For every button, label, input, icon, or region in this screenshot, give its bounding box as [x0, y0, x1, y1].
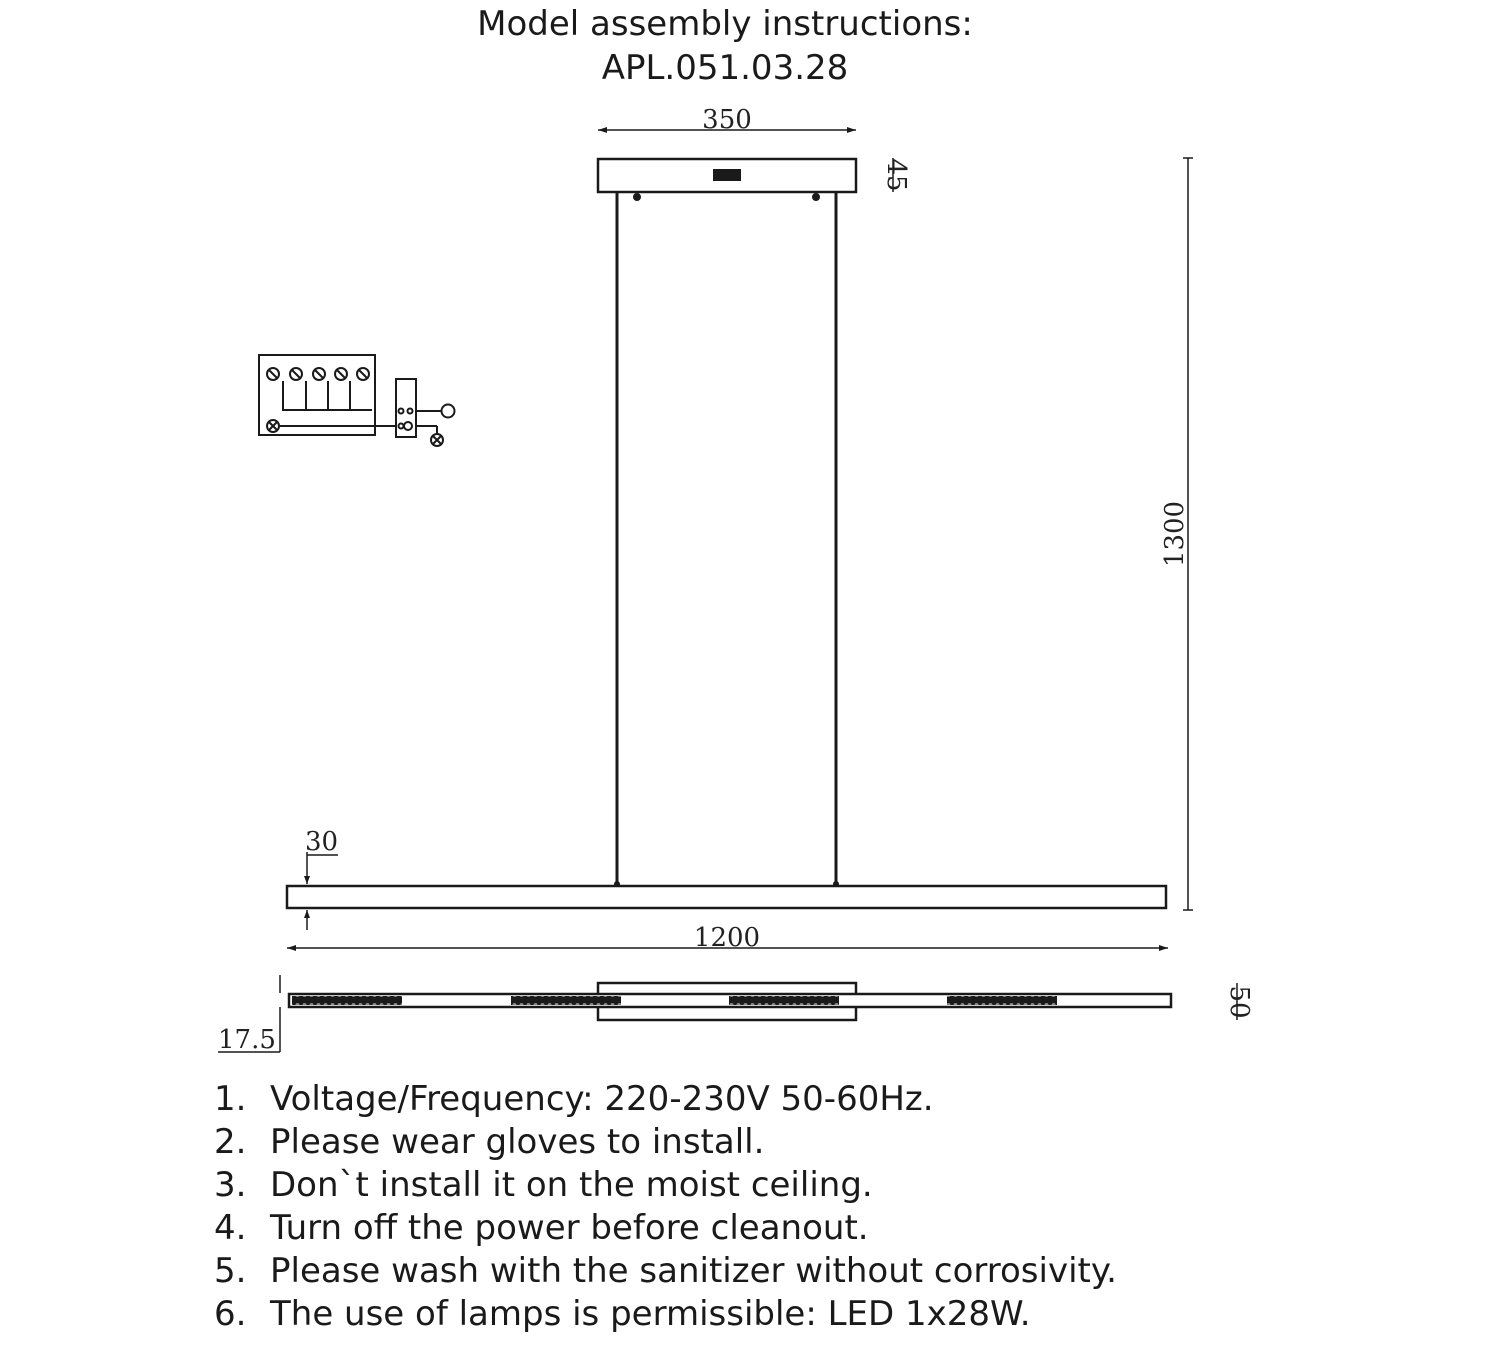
side-height-label: 17.5: [218, 1025, 276, 1055]
wiring-diagram: [259, 355, 455, 446]
instruction-item: 4. Turn off the power before cleanout.: [214, 1208, 869, 1248]
canopy-width-dimension: [598, 105, 856, 135]
canopy-height-dimension: [881, 158, 911, 192]
led-segment: [511, 996, 621, 1005]
instructions-list: [214, 1078, 1117, 1336]
instruction-item: 5. Please wash with the sanitizer without corrosivity.: [214, 1251, 1117, 1291]
bar-thickness-dimension: [304, 827, 338, 930]
model-number: APL.051.03.28: [601, 48, 849, 88]
led-segment: [292, 996, 402, 1005]
ceiling-canopy: [598, 159, 856, 201]
bar-length-label: 1200: [693, 923, 761, 953]
page-title: Model assembly instructions:: [477, 4, 973, 44]
side-height-dimension: [218, 975, 280, 1055]
light-bar-front-view: [287, 886, 1166, 908]
top-width-label: 50: [1224, 985, 1254, 1019]
canopy-label-plate: [713, 169, 741, 181]
bar-thickness-label: 30: [305, 827, 339, 857]
top-width-dimension: [1224, 983, 1254, 1020]
instruction-item: 3. Don`t install it on the moist ceiling.: [214, 1165, 873, 1205]
suspension-cables: [614, 193, 839, 887]
total-height-label: 1300: [1160, 500, 1190, 568]
canopy-width-label: 350: [702, 105, 752, 135]
instruction-item: 2. Please wear gloves to install.: [214, 1122, 765, 1162]
instruction-item: 6. The use of lamps is permissible: LED 1x28W.: [214, 1294, 1031, 1334]
led-segment: [947, 996, 1057, 1005]
total-height-dimension: [1160, 158, 1193, 910]
canopy-height-label: 45: [881, 158, 911, 192]
light-bar-top-view: [289, 983, 1171, 1020]
led-segment: [729, 996, 839, 1005]
bar-length-dimension: [287, 923, 1168, 953]
instruction-item: 1. Voltage/Frequency: 220-230V 50-60Hz.: [214, 1079, 934, 1119]
